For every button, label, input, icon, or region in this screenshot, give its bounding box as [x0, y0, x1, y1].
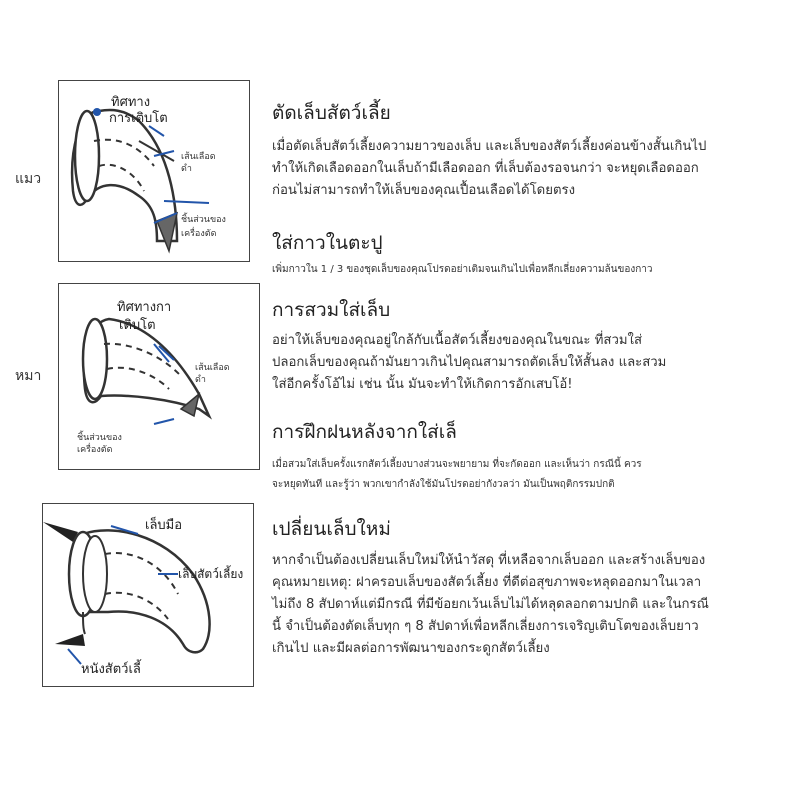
dog-vessel-label-2: ดำ [195, 375, 206, 385]
section-5-heading: เปลี่ยนเล็บใหม่ [272, 518, 391, 540]
section-3-line: ปลอกเล็บของคุณถ้ามันยาวเกินไปคุณสามารถตัดเล็บให้สั้นลง และสวม [272, 355, 667, 370]
cat-direction-label-2: การเติบโต [109, 111, 168, 126]
dog-direction-label-1: ทิศทางกา [117, 300, 172, 315]
section-5-line: เกินไป และมีผลต่อการพัฒนาของกระดูกสัตว์เลี้ยง [272, 641, 550, 656]
section-4-heading: การฝึกฝนหลังจากใส่เล็ [272, 421, 457, 443]
section-5-body [272, 550, 787, 660]
section-3-body [272, 330, 787, 396]
section-5-line: นี้ จำเป็นต้องตัดเล็บทุก ๆ 8 สัปดาห์เพื่อหลีกเลี่ยงการเจริญเติบโตของเล็บยาว [272, 619, 699, 634]
section-2-heading: ใส่กาวในตะปู [272, 232, 383, 254]
dog-nail-diagram [58, 283, 260, 470]
nail-cap-pet-nail-label: เล็บสัตว์เลี้ยง [178, 567, 244, 581]
section-1-line: ทำให้เกิดเลือดออกในเล็บถ้ามีเลือดออก ที่เล็บต้องรอจนกว่า จะหยุดเลือดออก [272, 161, 699, 176]
cat-claw-illustration [59, 81, 249, 261]
cat-cut-label-1: ชิ้นส่วนของ [181, 215, 226, 225]
dog-vessel-label-1: เส้นเลือด [195, 363, 230, 373]
section-1-line: เมื่อตัดเล็บสัตว์เลี้ยงความยาวของเล็บ และเล็บของสัตว์เลี้ยงค่อนข้างสั้นเกินไป [272, 139, 707, 154]
section-4-line: จะหยุดทันที และรู้ว่า พวกเขากำลังใช้มันโปรดอย่ากังวลว่า มันเป็นพฤติกรรมปกติ [272, 479, 615, 490]
section-5-line: หากจำเป็นต้องเปลี่ยนเล็บใหม่ให้นำวัสดุ ที่เหลือจากเล็บออก และสร้างเล็บของ [272, 553, 706, 568]
section-5-line: ไม่ถึง 8 สัปดาห์แต่มีกรณี ที่มีข้อยกเว้นเล็บไม่ได้หลุดลอกตามปกติ และในกรณี [272, 597, 709, 612]
section-3-heading: การสวมใส่เล็บ [272, 299, 391, 321]
nail-cap-skin-label: หนังสัตว์เลี้ [81, 662, 141, 677]
section-4-line: เมื่อสวมใส่เล็บครั้งแรกสัตว์เลี้ยงบางส่วนจะพยายาม ที่จะกัดออก และเห็นว่า กรณีนี้ ควร [272, 459, 642, 470]
cat-vessel-label-1: เส้นเลือด [181, 152, 216, 162]
cat-cut-label-2: เครื่องตัด [181, 229, 217, 239]
dog-side-label: หมา [15, 368, 42, 384]
dog-direction-label-2: เติบโต [119, 318, 156, 333]
section-2-body [272, 260, 787, 280]
cat-direction-label-1: ทิศทาง [111, 95, 151, 110]
section-5-line: คุณหมายเหตุ: ฝาครอบเล็บของสัตว์เลี้ยง ที่ดีต่อสุขภาพจะหลุดออกมาในเวลา [272, 575, 702, 590]
cat-side-label: แมว [15, 171, 42, 187]
dog-cut-label-2: เครื่องตัด [77, 445, 113, 455]
dog-cut-label-1: ชิ้นส่วนของ [77, 433, 122, 443]
section-1-line: ก่อนไม่สามารถทำให้เล็บของคุณเปื้อนเลือดได้โดยตรง [272, 183, 576, 198]
section-1-heading: ตัดเล็บสัตว์เลี้ย [272, 102, 391, 124]
nail-cap-diagram [42, 503, 254, 687]
nail-cap-nail-label: เล็บมือ [145, 518, 183, 533]
section-2-line: เพิ่มกาวใน 1 / 3 ของชุดเล็บของคุณโปรดอย่าเติมจนเกินไปเพื่อหลีกเลี่ยงความล้นของกาว [272, 264, 653, 275]
section-4-body [272, 455, 787, 495]
section-3-line: ใส่อีกครั้งโอ้ไม่ เช่น นั้น มันจะทำให้เกิดการอักเสบโอ้! [272, 377, 573, 392]
cat-nail-diagram [58, 80, 250, 262]
cat-vessel-label-2: ดำ [181, 164, 192, 174]
section-3-line: อย่าให้เล็บของคุณอยู่ใกล้กับเนื้อสัตว์เลี้ยงของคุณในขณะ ที่สวมใส่ [272, 333, 643, 348]
section-1-body [272, 136, 787, 202]
